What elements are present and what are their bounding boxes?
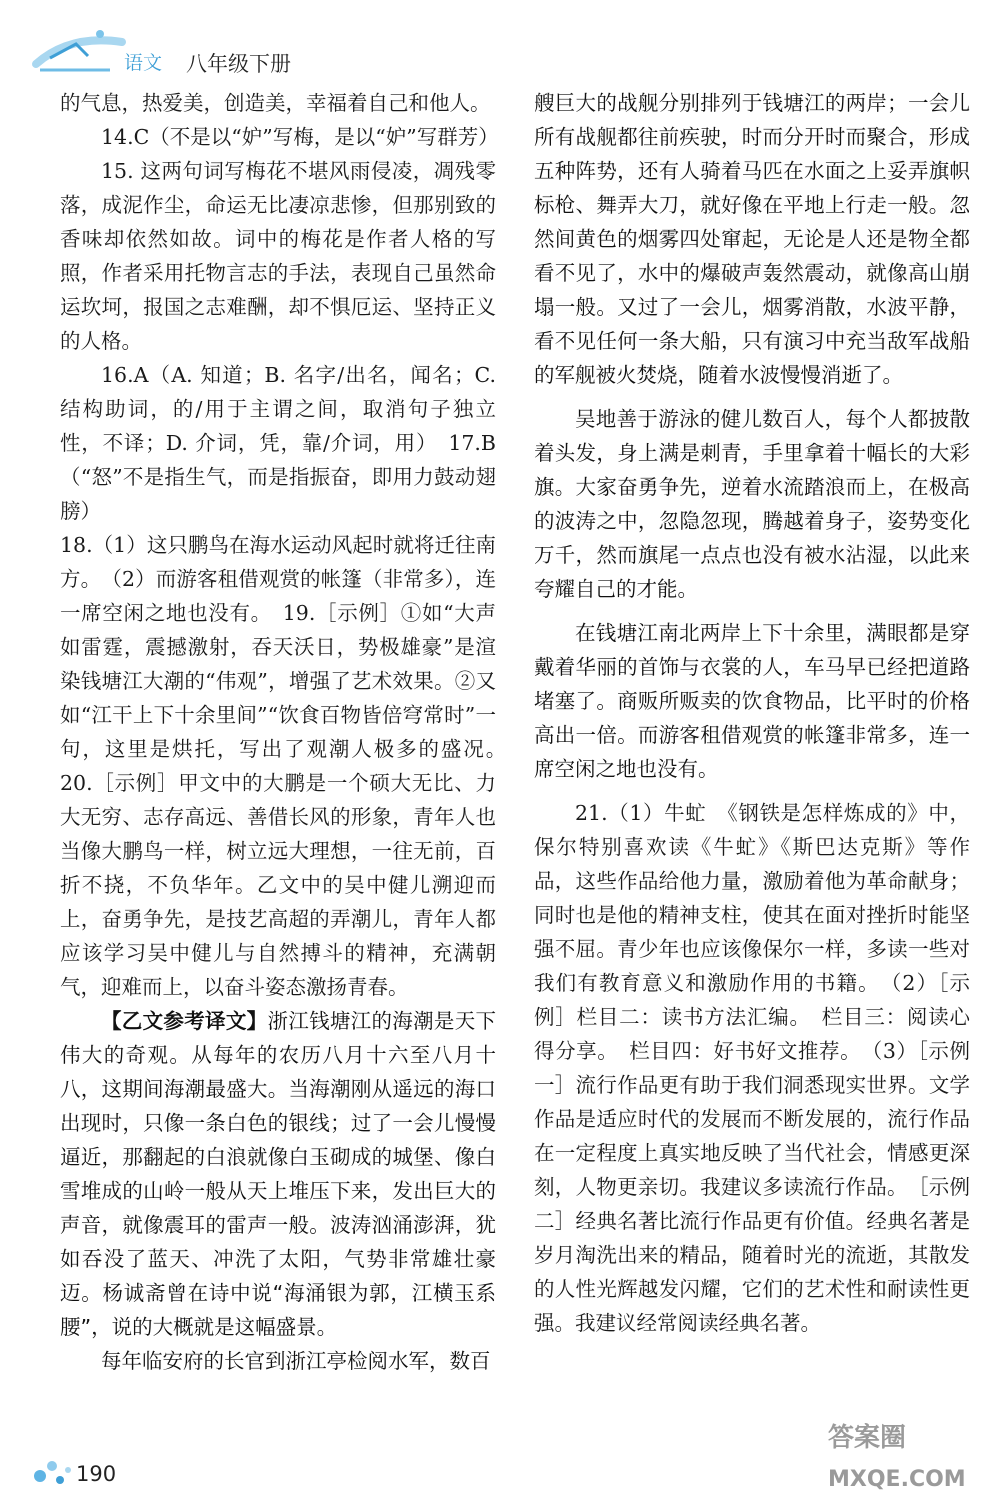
watermark-logo [822,1408,992,1498]
watermark-top-text: 答案圈 [828,1423,907,1453]
translation-paragraph-2-start: 每年临安府的长官到浙江亭检阅水军，数百 [101,1349,491,1373]
splash-icon [30,1452,76,1490]
grade-label: 八年级下册 [186,52,291,76]
subject-label: 语文 [124,52,163,74]
answer-line: 的气息，热爱美，创造美，幸福着自己和他人。 [60,91,491,115]
answer-15: 15. 这两句词写梅花不堪风雨侵凌，凋残零落，成泥作尘，命运无比凄凉悲惨，但那别致的香味却依然如故。词中的梅花是作者人格的写照，作者采用托物言志的手法，表现自己虽然命运坎坷，报国之志难酬，却不惧厄运、坚持正义的人格。 [60,159,496,353]
right-column [534,86,970,1340]
translation-paragraph-1 [60,1004,496,1344]
answer-16-17: 16.A（A. 知道；B. 名字/出名，闻名；C. 结构助词，的/用于主谓之间，取消句子独立性，不译；D. 介词，凭，靠/介词，用） 17.B（“怒”不是指生气，而是指振奋，即用力鼓动翅膀） [60,363,496,523]
translation-paragraph-4: 在钱塘江南北两岸上下十余里，满眼都是穿戴着华丽的首饰与衣裳的人，车马早已经把道路堵塞了。商贩所贩卖的饮食物品，比平时的价格高出一倍。而游客租借观赏的帐篷非常多，连一席空闲之地也没有。 [534,621,970,781]
translation-text-1: 浙江钱塘江的海潮是天下伟大的奇观。从每年的农历八月十六至八月十八，这期间海潮最盛大。当海潮刚从遥远的海口出现时，只像一条白色的银线；过了一会儿慢慢逼近，那翻起的白浪就像白玉砌成的城堡、像白雪堆成的山岭一般从天上堆压下来，发出巨大的声音，就像震耳的雷声一般。波涛汹涌澎湃，犹如吞没了蓝天、冲洗了太阳，气势非常雄壮豪迈。杨诚斋曾在诗中说“海涌银为郭，江横玉系腰”，说的大概就是这幅盛景。 [60,1009,497,1339]
answer-14: 14.C（不是以“妒”写梅，是以“妒”写群芳） [101,125,499,149]
answer-21: 21.（1）牛虻 《钢铁是怎样炼成的》中，保尔特别喜欢读《牛虻》《斯巴达克斯》等作品，这些作品给他力量，激励着他为革命献身；同时也是他的精神支柱，使其在面对挫折时能坚强不屈。青少年也应该像保尔一样，多读一些对我们有教育意义和激励作用的书籍。 （2）［示例］栏目二：读书方法汇编。 栏目三：阅读心得分享。 栏目四：好书好文推荐。 （3）［示例一］流行作品更有助于我们洞悉现实世界。文学作品是适应时代的发展而不断发展的，流行作品在一定程度上真实地反映了当代社会，情感更深刻，人物更亲切。我建议多读流行作品。 ［示例二］经典名著比流行作品更有价值。经典名著是岁月淘洗出来的精品，随着时光的流逝，其散发的人性光辉越发闪耀，它们的艺术性和耐读性更强。我建议经常阅读经典名著。 [534,801,970,1335]
left-column [60,86,517,1378]
translation-paragraph-3: 吴地善于游泳的健儿数百人，每个人都披散着头发，身上满是刺青，手里拿着十幅长的大彩旗。大家奋勇争先，逆着水流踏浪而上，在极高的波涛之中，忽隐忽现，腾越着身子，姿势变化万千，然而旗尾一点点也没有被水沾湿，以此来夸耀自己的才能。 [534,407,970,601]
page-header [30,22,970,82]
page-number: 190 [76,1462,117,1486]
watermark-bottom-text: MXQE.COM [828,1467,966,1492]
translation-paragraph-2-cont: 艘巨大的战舰分别排列于钱塘江的两岸；一会儿所有战舰都往前疾驶，时而分开时而聚合，形成五种阵势，还有人骑着马匹在水面之上妥弄旗帜标枪、舞弄大刀，就好像在平地上行走一般。忽然间黄色的烟雾四处窜起，无论是人还是物全都看不见了，水中的爆破声轰然震动，就像高山崩塌一般。又过了一会儿，烟雾消散，水波平静，看不见任何一条大船，只有演习中充当敌军战船的军舰被火焚烧，随着水波慢慢消逝了。 [534,91,970,387]
translation-tag: 【乙文参考译文】 [101,1009,268,1033]
answer-18-20: 18.（1）这只鹏鸟在海水运动风起时就将迁往南方。 （2）而游客租借观赏的帐篷（非常多），连一席空闲之地也没有。 19.［示例］①如“大声如雷霆，震撼激射，吞天沃日，势极雄豪”是渲染钱塘江大潮的“伟观”，增强了艺术效果。②又如“江干上下十余里间”“饮食百物皆倍穹常时”一句，这里是烘托，写出了观潮人极多的盛况。 20.［示例］甲文中的大鹏是一个硕大无比、力大无穷、志存高远、善借长风的形象，青年人也当像大鹏鸟一样，树立远大理想，一往无前，百折不挠，不负华年。乙文中的吴中健儿溯迎而上，奋勇争先，是技艺高超的弄潮儿，青年人都应该学习吴中健儿与自然搏斗的精神，充满朝气，迎难而上，以奋斗姿态激扬青春。 [60,533,517,999]
